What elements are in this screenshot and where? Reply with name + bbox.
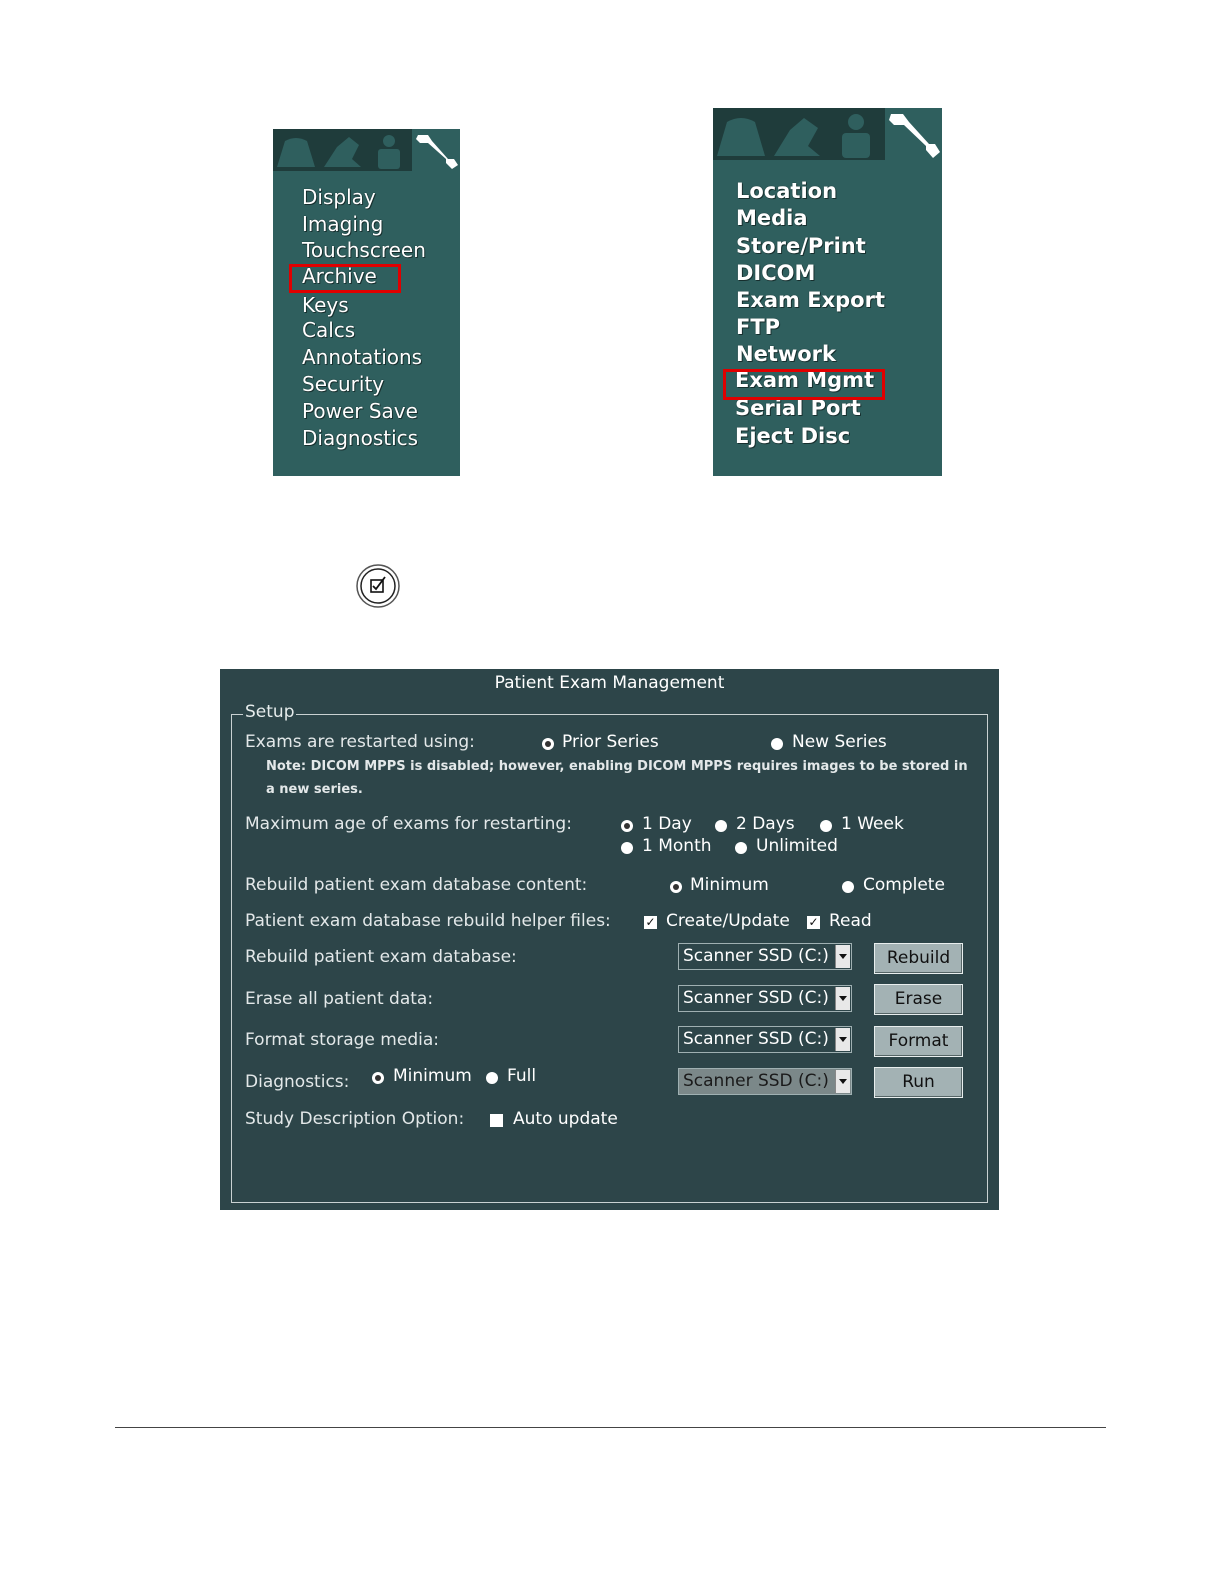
system-settings-menu	[273, 129, 460, 476]
radio-prior-series[interactable]	[542, 738, 554, 750]
erase-button[interactable]: Erase	[874, 984, 963, 1015]
rebuild-button[interactable]: Rebuild	[874, 943, 963, 974]
option-complete-content[interactable]: Complete	[863, 875, 945, 895]
run-button[interactable]: Run	[874, 1067, 963, 1098]
max-age-label: Maximum age of exams for restarting:	[245, 814, 572, 834]
tab-bar	[713, 108, 942, 160]
option-minimum-content[interactable]: Minimum	[690, 875, 769, 895]
checkbox-create-update[interactable]: ✓	[645, 915, 656, 929]
radio-1-month[interactable]	[621, 842, 633, 854]
menu-item-keys[interactable]: Keys	[302, 293, 349, 317]
patient-icon[interactable]	[366, 129, 412, 171]
erase-drive-select[interactable]	[678, 985, 852, 1012]
menu-item-dicom[interactable]: DICOM	[736, 261, 816, 285]
dialog-title: Patient Exam Management	[494, 673, 725, 693]
chevron-down-icon[interactable]	[835, 1028, 850, 1051]
rebuild-drive-select[interactable]	[678, 943, 852, 970]
menu-item-annotations[interactable]: Annotations	[302, 345, 423, 369]
menu-item-media[interactable]: Media	[736, 206, 808, 230]
radio-2-days[interactable]	[715, 820, 727, 832]
menu-item-imaging[interactable]: Imaging	[302, 212, 384, 236]
menu-item-exam-mgmt[interactable]: Exam Mgmt	[735, 368, 875, 392]
option-new-series[interactable]: New Series	[792, 732, 887, 752]
patient-exam-management-dialog	[220, 669, 999, 1210]
chevron-down-icon[interactable]	[835, 945, 850, 968]
radio-1-day[interactable]	[621, 820, 633, 832]
option-unlimited[interactable]: Unlimited	[756, 836, 838, 856]
radio-1-week[interactable]	[820, 820, 832, 832]
format-label: Format storage media:	[245, 1030, 439, 1050]
checkbox-read[interactable]: ✓	[808, 915, 819, 929]
probe-icon[interactable]	[713, 108, 768, 160]
option-1-month[interactable]: 1 Month	[642, 836, 712, 856]
chevron-down-icon[interactable]	[835, 1070, 850, 1093]
tab-bar	[273, 129, 460, 171]
transducer-icon[interactable]	[319, 129, 366, 171]
option-diagnostics-minimum[interactable]: Minimum	[393, 1066, 472, 1086]
menu-item-eject-disc[interactable]: Eject Disc	[735, 424, 851, 448]
rebuild-db-label: Rebuild patient exam database:	[245, 947, 517, 967]
menu-item-serial-port[interactable]: Serial Port	[735, 396, 861, 420]
probe-icon[interactable]	[273, 129, 319, 171]
radio-diagnostics-full[interactable]	[486, 1072, 498, 1084]
highlight-box-exam-mgmt	[723, 369, 885, 400]
format-button[interactable]: Format	[874, 1026, 963, 1057]
menu-item-calcs[interactable]: Calcs	[302, 318, 356, 342]
radio-unlimited[interactable]	[735, 842, 747, 854]
option-2-days[interactable]: 2 Days	[736, 814, 795, 834]
archive-settings-menu	[713, 108, 942, 476]
mpps-note-line1: Note: DICOM MPPS is disabled; however, enabling DICOM MPPS requires images to be stored in	[266, 759, 968, 774]
menu-item-touchscreen[interactable]: Touchscreen	[302, 238, 426, 262]
radio-new-series[interactable]	[771, 738, 783, 750]
highlight-box-archive	[289, 264, 401, 293]
checkbox-auto-update[interactable]	[490, 1114, 503, 1127]
format-drive-select[interactable]	[678, 1026, 852, 1053]
checkbox-icon	[355, 563, 401, 609]
erase-label: Erase all patient data:	[245, 989, 434, 1009]
restart-label: Exams are restarted using:	[245, 732, 475, 752]
footer-divider	[115, 1427, 1106, 1428]
chevron-down-icon[interactable]	[835, 987, 850, 1010]
menu-item-network[interactable]: Network	[736, 342, 837, 366]
transducer-icon[interactable]	[768, 108, 826, 160]
menu-item-exam-export[interactable]: Exam Export	[736, 288, 885, 312]
study-description-label: Study Description Option:	[245, 1109, 465, 1129]
erase-drive-value: Scanner SSD (C:)	[683, 988, 829, 1008]
option-read[interactable]: Read	[829, 911, 872, 931]
radio-diagnostics-minimum[interactable]	[372, 1072, 384, 1084]
patient-icon[interactable]	[826, 108, 885, 160]
format-drive-value: Scanner SSD (C:)	[683, 1029, 829, 1049]
diagnostics-label: Diagnostics:	[245, 1072, 350, 1092]
menu-item-power-save[interactable]: Power Save	[302, 399, 418, 423]
option-diagnostics-full[interactable]: Full	[507, 1066, 537, 1086]
rebuild-drive-value: Scanner SSD (C:)	[683, 946, 829, 966]
option-create-update[interactable]: Create/Update	[666, 911, 790, 931]
option-1-day[interactable]: 1 Day	[642, 814, 692, 834]
rebuild-content-label: Rebuild patient exam database content:	[245, 875, 588, 895]
option-prior-series[interactable]: Prior Series	[562, 732, 659, 752]
menu-item-security[interactable]: Security	[302, 372, 385, 396]
mpps-note-line2: a new series.	[266, 782, 363, 797]
helper-files-label: Patient exam database rebuild helper files:	[245, 911, 611, 931]
diagnostics-drive-select[interactable]	[678, 1068, 852, 1095]
radio-minimum-content[interactable]	[670, 881, 682, 893]
menu-item-ftp[interactable]: FTP	[736, 315, 781, 339]
menu-item-store-print[interactable]: Store/Print	[736, 234, 866, 258]
wrench-icon[interactable]	[885, 108, 942, 160]
menu-item-diagnostics[interactable]: Diagnostics	[302, 426, 419, 450]
menu-item-display[interactable]: Display	[302, 185, 376, 209]
option-1-week[interactable]: 1 Week	[841, 814, 904, 834]
menu-item-archive[interactable]: Archive	[302, 264, 377, 288]
radio-complete-content[interactable]	[842, 881, 854, 893]
option-auto-update[interactable]: Auto update	[513, 1109, 618, 1129]
menu-item-location[interactable]: Location	[736, 179, 838, 203]
setup-legend: Setup	[245, 702, 295, 722]
wrench-icon[interactable]	[412, 129, 460, 171]
diagnostics-drive-value: Scanner SSD (C:)	[683, 1071, 829, 1091]
